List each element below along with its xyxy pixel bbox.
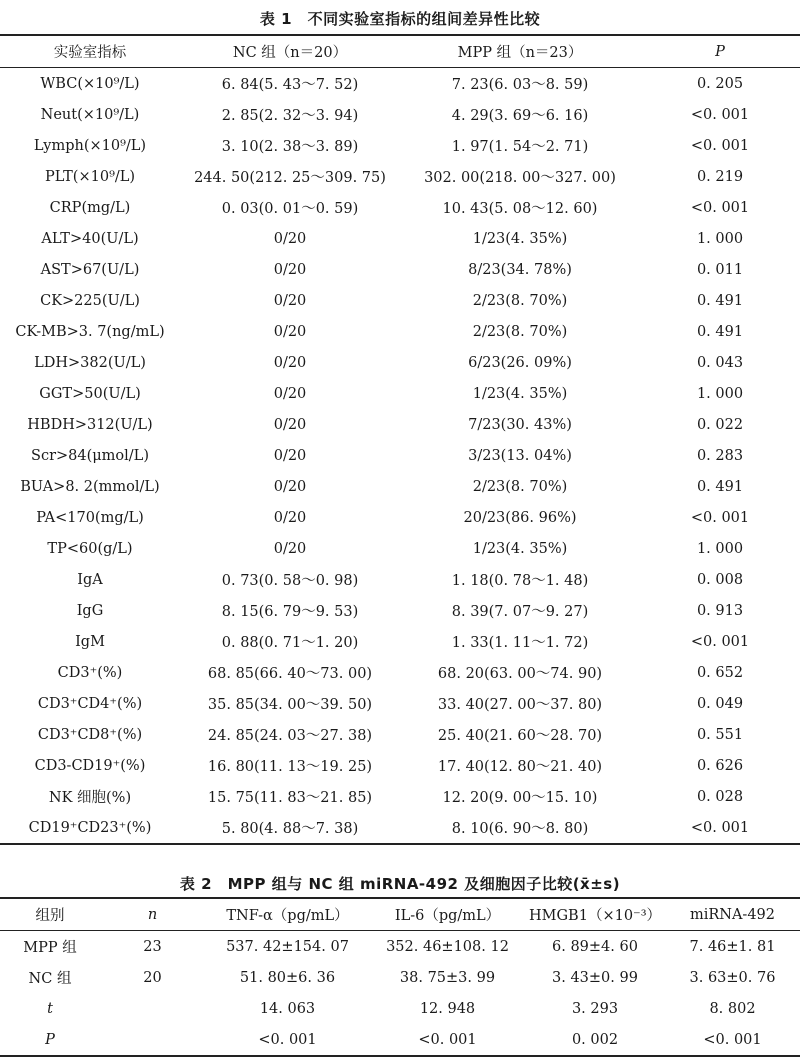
mirna-cell: <0. 001 xyxy=(703,1031,762,1048)
table1-header-row xyxy=(0,35,800,68)
table1-row xyxy=(0,68,800,100)
table1-caption: 表 1 不同实验室指标的组间差异性比较 xyxy=(259,10,541,28)
table1-row xyxy=(0,533,800,564)
mpp-value-cell: 3/23(13. 04%) xyxy=(468,447,572,464)
indicator-cell: BUA>8. 2(mmol/L) xyxy=(20,478,160,495)
p-value-cell: <0. 001 xyxy=(690,106,750,123)
il6-cell: 12. 948 xyxy=(419,1000,476,1017)
n-cell xyxy=(100,993,205,1024)
mpp-value-cell: 12. 20(9. 00～15. 10) xyxy=(442,790,598,806)
table1-row xyxy=(0,378,800,409)
p-value-cell: 0. 913 xyxy=(696,602,744,619)
mpp-value-cell: 1/23(4. 35%) xyxy=(472,230,568,247)
table1-row xyxy=(0,750,800,781)
p-value-cell: 0. 551 xyxy=(696,726,744,743)
nc-value-cell: 68. 85(66. 40～73. 00) xyxy=(207,666,373,682)
mpp-value-cell: 1. 33(1. 11～1. 72) xyxy=(451,635,589,651)
nc-value-cell: 0. 73(0. 58～0. 98) xyxy=(221,573,359,589)
hmgb1-cell: 3. 293 xyxy=(571,1000,619,1017)
table2-header-row xyxy=(0,898,800,931)
indicator-cell: CD3⁺(%) xyxy=(57,664,123,681)
p-value-cell: 0. 626 xyxy=(696,757,744,774)
n-cell: 20 xyxy=(143,969,162,986)
table1-row xyxy=(0,812,800,844)
mpp-value-cell: 8/23(34. 78%) xyxy=(468,261,572,278)
indicator-cell: IgA xyxy=(77,571,103,588)
nc-value-cell: 0/20 xyxy=(273,447,307,464)
indicator-cell: WBC(×10⁹/L) xyxy=(40,75,140,92)
nc-value-cell: 5. 80(4. 88～7. 38) xyxy=(221,821,359,837)
tnf-cell: 51. 80±6. 36 xyxy=(239,969,336,986)
nc-value-cell: 8. 15(6. 79～9. 53) xyxy=(221,604,359,620)
indicator-cell: Neut(×10⁹/L) xyxy=(40,106,140,123)
p-value-cell: 0. 022 xyxy=(696,416,744,433)
p-value-cell: 0. 049 xyxy=(696,695,744,712)
mpp-value-cell: 2/23(8. 70%) xyxy=(472,478,568,495)
indicator-cell: LDH>382(U/L) xyxy=(34,354,146,371)
table1-row xyxy=(0,657,800,688)
p-value-cell: 0. 652 xyxy=(696,664,744,681)
table1-row xyxy=(0,409,800,440)
table1-row xyxy=(0,719,800,750)
indicator-cell: HBDH>312(U/L) xyxy=(27,416,153,433)
table1-row xyxy=(0,347,800,378)
p-value-cell: 0. 491 xyxy=(696,292,744,309)
table1-row xyxy=(0,440,800,471)
nc-value-cell: 16. 80(11. 13～19. 25) xyxy=(207,759,373,775)
mpp-value-cell: 33. 40(27. 00～37. 80) xyxy=(437,697,603,713)
table1-row xyxy=(0,285,800,316)
table1-row xyxy=(0,223,800,254)
header-group: 组别 xyxy=(0,898,100,931)
table1-row xyxy=(0,781,800,812)
p-value-cell: <0. 001 xyxy=(690,819,750,836)
indicator-cell: CRP(mg/L) xyxy=(49,199,131,216)
p-value-cell: 0. 491 xyxy=(696,478,744,495)
table1-row xyxy=(0,626,800,657)
p-value-cell: 0. 219 xyxy=(696,168,744,185)
p-value-cell: 0. 011 xyxy=(696,261,744,278)
table1-row xyxy=(0,192,800,223)
table2-row xyxy=(0,993,800,1024)
il6-cell: <0. 001 xyxy=(418,1031,477,1048)
header-p: P xyxy=(640,35,800,68)
p-value-cell: 1. 000 xyxy=(696,385,744,402)
p-value-cell: 0. 491 xyxy=(696,323,744,340)
p-value-cell: 0. 205 xyxy=(696,75,744,92)
mpp-value-cell: 2/23(8. 70%) xyxy=(472,323,568,340)
nc-value-cell: 0/20 xyxy=(273,385,307,402)
table1-row xyxy=(0,130,800,161)
mpp-value-cell: 1. 18(0. 78～1. 48) xyxy=(451,573,589,589)
mpp-value-cell: 20/23(86. 96%) xyxy=(463,509,577,526)
mpp-value-cell: 8. 10(6. 90～8. 80) xyxy=(451,821,589,837)
nc-value-cell: 3. 10(2. 38～3. 89) xyxy=(221,139,359,155)
mpp-value-cell: 2/23(8. 70%) xyxy=(472,292,568,309)
nc-value-cell: 15. 75(11. 83～21. 85) xyxy=(207,790,373,806)
mirna-cell: 8. 802 xyxy=(709,1000,756,1017)
p-value-cell: 0. 283 xyxy=(696,447,744,464)
nc-value-cell: 0/20 xyxy=(273,540,307,557)
indicator-cell: IgM xyxy=(75,633,105,650)
table1-row xyxy=(0,161,800,192)
p-value-cell: 0. 043 xyxy=(696,354,744,371)
mpp-value-cell: 6/23(26. 09%) xyxy=(468,354,572,371)
header-nc-group: NC 组（n＝20） xyxy=(180,35,400,68)
header-hmgb1: HMGB1（×10⁻³） xyxy=(525,898,665,931)
hmgb1-cell: 6. 89±4. 60 xyxy=(552,938,638,955)
n-cell xyxy=(100,1024,205,1056)
p-value-cell: 0. 028 xyxy=(696,788,744,805)
p-value-cell: <0. 001 xyxy=(690,633,750,650)
nc-value-cell: 2. 85(2. 32～3. 94) xyxy=(221,108,359,124)
table2 xyxy=(0,897,800,1057)
nc-value-cell: 0/20 xyxy=(273,509,307,526)
mpp-value-cell: 302. 00(218. 00～327. 00) xyxy=(424,170,616,186)
table1-row xyxy=(0,254,800,285)
nc-value-cell: 35. 85(34. 00～39. 50) xyxy=(207,697,373,713)
header-mirna: miRNA-492 xyxy=(665,898,800,931)
p-value-cell: 0. 008 xyxy=(696,571,744,588)
header-indicator: 实验室指标 xyxy=(0,35,180,68)
indicator-cell: CD3⁺CD4⁺(%) xyxy=(37,695,143,712)
nc-value-cell: 0. 88(0. 71～1. 20) xyxy=(221,635,359,651)
tnf-cell: 14. 063 xyxy=(259,1000,316,1017)
p-value-cell: <0. 001 xyxy=(690,137,750,154)
mpp-value-cell: 7/23(30. 43%) xyxy=(468,416,572,433)
indicator-cell: CK>225(U/L) xyxy=(40,292,140,309)
mpp-value-cell: 8. 39(7. 07～9. 27) xyxy=(451,604,589,620)
mirna-cell: 3. 63±0. 76 xyxy=(689,969,776,986)
p-value-cell: 1. 000 xyxy=(696,230,744,247)
mpp-value-cell: 1. 97(1. 54～2. 71) xyxy=(451,139,589,155)
nc-value-cell: 0/20 xyxy=(273,292,307,309)
indicator-cell: IgG xyxy=(76,602,104,619)
mpp-value-cell: 10. 43(5. 08～12. 60) xyxy=(442,201,598,217)
nc-value-cell: 0/20 xyxy=(273,354,307,371)
indicator-cell: Lymph(×10⁹/L) xyxy=(33,137,147,154)
indicator-cell: NK 细胞(%) xyxy=(48,790,132,806)
header-mpp-group: MPP 组（n＝23） xyxy=(400,35,640,68)
table2-caption: 表 2 MPP 组与 NC 组 miRNA-492 及细胞因子比较(x̄±s) xyxy=(179,875,621,893)
hmgb1-cell: 0. 002 xyxy=(571,1031,619,1048)
tnf-cell: 537. 42±154. 07 xyxy=(226,938,349,955)
group-cell: P xyxy=(45,1031,55,1048)
group-cell: NC 组 xyxy=(28,971,72,987)
table2-row xyxy=(0,1024,800,1056)
nc-value-cell: 0. 03(0. 01～0. 59) xyxy=(221,201,359,217)
table1-row xyxy=(0,502,800,533)
table2-row xyxy=(0,962,800,993)
nc-value-cell: 0/20 xyxy=(273,478,307,495)
p-value-cell: <0. 001 xyxy=(690,509,750,526)
nc-value-cell: 24. 85(24. 03～27. 38) xyxy=(207,728,373,744)
nc-value-cell: 244. 50(212. 25～309. 75) xyxy=(194,170,386,186)
indicator-cell: GGT>50(U/L) xyxy=(39,385,141,402)
mpp-value-cell: 25. 40(21. 60～28. 70) xyxy=(437,728,603,744)
mpp-value-cell: 4. 29(3. 69～6. 16) xyxy=(451,108,589,124)
indicator-cell: CD3⁺CD8⁺(%) xyxy=(37,726,143,743)
indicator-cell: TP<60(g/L) xyxy=(47,540,133,557)
nc-value-cell: 0/20 xyxy=(273,230,307,247)
group-cell: t xyxy=(47,1000,53,1017)
nc-value-cell: 0/20 xyxy=(273,416,307,433)
mpp-value-cell: 17. 40(12. 80～21. 40) xyxy=(437,759,603,775)
header-il6: IL-6（pg/mL） xyxy=(370,898,525,931)
table1-row xyxy=(0,99,800,130)
indicator-cell: PLT(×10⁹/L) xyxy=(44,168,136,185)
table2-row xyxy=(0,931,800,963)
nc-value-cell: 0/20 xyxy=(273,261,307,278)
nc-value-cell: 0/20 xyxy=(273,323,307,340)
table1 xyxy=(0,34,800,845)
table1-row xyxy=(0,564,800,595)
il6-cell: 352. 46±108. 12 xyxy=(386,938,509,955)
indicator-cell: CK-MB>3. 7(ng/mL) xyxy=(15,323,165,340)
mpp-value-cell: 7. 23(6. 03～8. 59) xyxy=(451,77,589,93)
table1-row xyxy=(0,688,800,719)
group-cell: MPP 组 xyxy=(23,940,77,956)
mirna-cell: 7. 46±1. 81 xyxy=(689,938,776,955)
mpp-value-cell: 68. 20(63. 00～74. 90) xyxy=(437,666,603,682)
mpp-value-cell: 1/23(4. 35%) xyxy=(472,540,568,557)
mpp-value-cell: 1/23(4. 35%) xyxy=(472,385,568,402)
table1-row xyxy=(0,316,800,347)
hmgb1-cell: 3. 43±0. 99 xyxy=(552,969,638,986)
nc-value-cell: 6. 84(5. 43～7. 52) xyxy=(221,77,359,93)
indicator-cell: CD3-CD19⁺(%) xyxy=(34,757,146,774)
tnf-cell: <0. 001 xyxy=(258,1031,317,1048)
indicator-cell: ALT>40(U/L) xyxy=(41,230,139,247)
p-value-cell: <0. 001 xyxy=(690,199,750,216)
indicator-cell: Scr>84(μmol/L) xyxy=(31,447,149,464)
p-value-cell: 1. 000 xyxy=(696,540,744,557)
header-tnf: TNF-α（pg/mL） xyxy=(205,898,370,931)
indicator-cell: CD19⁺CD23⁺(%) xyxy=(28,819,152,836)
n-cell: 23 xyxy=(143,938,162,955)
table1-row xyxy=(0,471,800,502)
indicator-cell: AST>67(U/L) xyxy=(40,261,140,278)
table1-row xyxy=(0,595,800,626)
header-n: n xyxy=(100,898,205,931)
il6-cell: 38. 75±3. 99 xyxy=(399,969,496,986)
indicator-cell: PA<170(mg/L) xyxy=(36,509,144,526)
